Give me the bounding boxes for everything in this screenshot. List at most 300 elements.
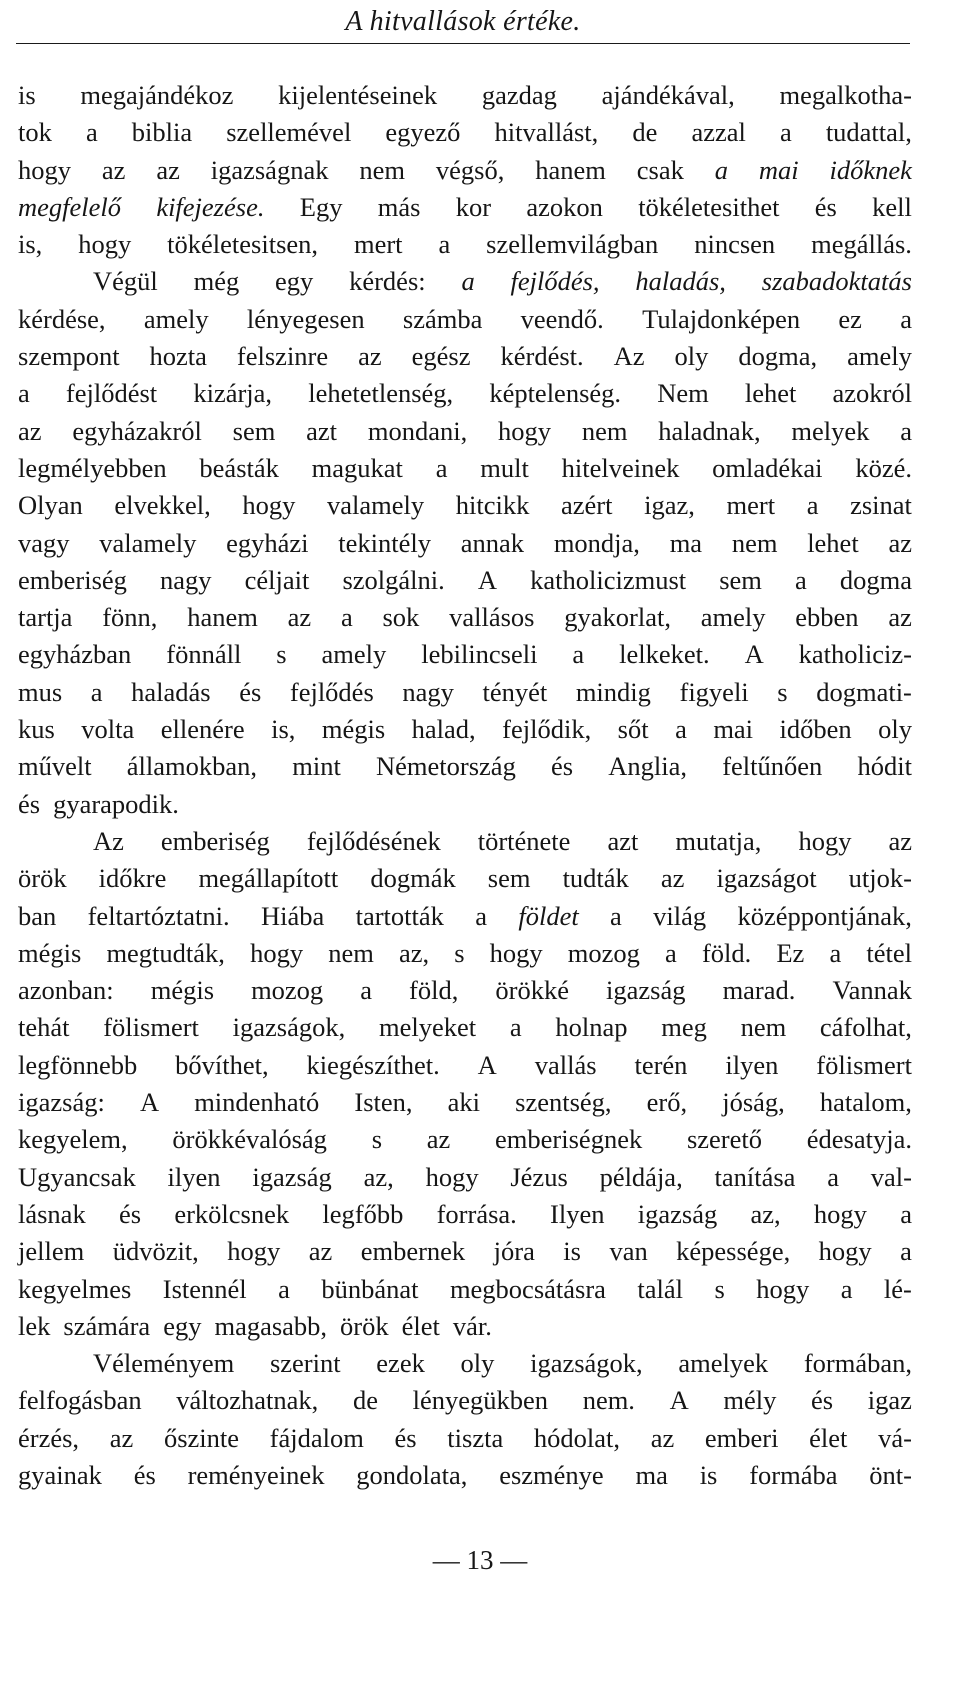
word: hogy [242, 490, 296, 521]
word: melyeket [378, 1012, 477, 1043]
word: és [551, 751, 574, 782]
word: szabadoktatás [761, 266, 912, 297]
text-line [18, 1121, 912, 1158]
word: A [744, 639, 764, 670]
word: hitelveinek [561, 452, 680, 483]
word: ilyen [167, 1161, 221, 1192]
word: mindig [575, 676, 651, 707]
word: gyainak [18, 1459, 102, 1490]
word: kus [18, 714, 55, 745]
word: oly [878, 714, 912, 745]
word: igazságnak [210, 154, 329, 185]
word: ajándékával, [601, 80, 735, 110]
word: ma [635, 1459, 668, 1490]
text-line [18, 114, 912, 151]
word: melyek [791, 415, 870, 446]
word: sem [487, 863, 531, 894]
word: fölismert [816, 1049, 912, 1080]
word: mégis [321, 714, 386, 745]
word: gyarapodik. [53, 788, 179, 819]
word: a [900, 303, 912, 334]
word: lásnak [18, 1198, 86, 1229]
word: tehát [18, 1012, 70, 1043]
word: omladékai [712, 452, 823, 483]
word: azt [607, 825, 639, 856]
word: más [377, 191, 421, 222]
text-line [18, 1457, 912, 1494]
word: kegyelem, [18, 1124, 128, 1155]
word: vá- [878, 1422, 912, 1453]
word: haladás, [635, 266, 726, 297]
word: világ [653, 900, 707, 931]
word: időben [779, 714, 852, 745]
word: mégis [150, 975, 215, 1006]
word: bünbánat [321, 1273, 419, 1304]
text-line [18, 77, 912, 114]
word: oly [674, 341, 709, 372]
word: Ugyancsak [18, 1161, 136, 1192]
word: volta [81, 714, 135, 745]
text-line [18, 898, 912, 935]
word: mindenható [194, 1087, 320, 1118]
word: hanem [187, 602, 258, 633]
word: emberi [704, 1422, 779, 1453]
word: fejlődésének [306, 825, 441, 856]
word: felfogásban [18, 1385, 142, 1416]
text-line [18, 1196, 912, 1233]
word: vallás [534, 1049, 597, 1080]
word: forrása. [436, 1198, 517, 1229]
text-line [18, 786, 912, 823]
word: hitvallást, [494, 117, 599, 148]
word: kérdése, [18, 303, 106, 334]
text-line [18, 1047, 912, 1084]
word: a [665, 937, 677, 968]
word: a [675, 714, 687, 745]
word: megfelelő [18, 191, 122, 222]
word: dogma, [738, 341, 818, 372]
word: számára [63, 1310, 151, 1341]
text-line [18, 1159, 912, 1196]
word: és [239, 676, 262, 707]
word: Véleményem [93, 1348, 235, 1379]
word: hogy [227, 1236, 281, 1267]
word: kiegészíthet. [306, 1049, 440, 1080]
text-line [18, 1382, 912, 1419]
word: örökkévalóság [172, 1124, 327, 1155]
word: feltartóztatni. [87, 900, 230, 931]
word: a [90, 676, 103, 707]
word: mert [353, 229, 403, 260]
word: hogy [498, 415, 552, 446]
word: reményeinek [187, 1459, 325, 1490]
text-line [18, 599, 912, 636]
word: és [18, 788, 41, 819]
word: feltűnően [722, 751, 823, 782]
word: marad. [722, 975, 796, 1006]
word: szentség, [515, 1087, 612, 1118]
word: nem [581, 415, 628, 446]
word: a [900, 1236, 912, 1267]
word: lé- [883, 1273, 912, 1304]
word: kifejezése. [156, 191, 265, 222]
word: valamely [327, 490, 425, 521]
word: az [660, 863, 685, 894]
word: még [193, 266, 240, 297]
word: haladás [131, 676, 211, 707]
word: gyakorlat, [564, 602, 671, 633]
word: terén [634, 1049, 688, 1080]
word: azzal [691, 117, 746, 148]
word: mint [292, 751, 341, 782]
word: örök [18, 863, 67, 894]
word: vár. [452, 1310, 492, 1341]
word: is [563, 1236, 581, 1267]
word: legfönnebb [18, 1049, 138, 1080]
word: kizárja, [193, 378, 273, 409]
word: sőt [617, 714, 649, 745]
word: képtelenség. [489, 378, 622, 409]
word: egy [275, 266, 314, 297]
word: a [827, 1161, 839, 1192]
word: az [287, 602, 312, 633]
word: fejlődés [289, 676, 374, 707]
word: szolgálni. [342, 564, 445, 595]
word: és [133, 1459, 156, 1490]
text-line [18, 487, 912, 524]
word: amelyek [678, 1348, 769, 1379]
word: Olyan [18, 490, 83, 521]
word: története [477, 825, 571, 856]
text-line [18, 1084, 912, 1121]
word: lek [18, 1310, 51, 1341]
text-line [18, 338, 912, 375]
word: tétel [866, 937, 912, 968]
word: az [426, 1124, 451, 1155]
word: mégis [18, 937, 82, 968]
word: Végül [93, 266, 158, 297]
word: A [669, 1385, 689, 1416]
word: hogy [78, 229, 132, 260]
word: megállás. [811, 229, 912, 260]
word: mai [713, 714, 754, 745]
word: mozog [251, 975, 324, 1006]
text-line [18, 263, 912, 300]
word: elvekkel, [114, 490, 211, 521]
word: de [632, 117, 658, 148]
word: azért [561, 490, 613, 521]
word: de [352, 1385, 378, 1416]
word: is, [18, 229, 43, 260]
word: az [650, 1422, 675, 1453]
word: a [475, 900, 487, 931]
word: és [814, 191, 837, 222]
word: az [156, 154, 180, 185]
text-line [18, 1271, 912, 1308]
word: szerető [686, 1124, 763, 1155]
word: a [714, 154, 728, 185]
word: az, [363, 1161, 394, 1192]
word: van [609, 1236, 648, 1267]
word: amely [321, 639, 387, 670]
text-line [18, 152, 912, 189]
word: hitcikk [455, 490, 530, 521]
word: tényét [482, 676, 548, 707]
word: vallásos [449, 602, 535, 633]
word: ma [669, 527, 703, 558]
word: meg [661, 1012, 707, 1043]
text-line [18, 674, 912, 711]
word: Jézus [510, 1161, 568, 1192]
page-body-text [18, 77, 912, 1494]
word: kijelentéseinek [278, 80, 438, 110]
word: ez [838, 303, 862, 334]
page-number: — 13 — [432, 1545, 528, 1575]
word: céljait [244, 564, 310, 595]
word: igaz, [644, 490, 695, 521]
text-line [18, 301, 912, 338]
word: sok [382, 602, 420, 633]
word: Ez [776, 937, 805, 968]
word: gondolata, [356, 1459, 468, 1490]
word: igazságok, [232, 1012, 346, 1043]
word: igaz [867, 1385, 912, 1416]
word: azonban: [18, 975, 114, 1006]
word: erkölcsnek [174, 1198, 290, 1229]
word: az [888, 527, 912, 558]
word: igazságok, [530, 1348, 643, 1379]
word: A [477, 1049, 497, 1080]
word: megállapított [198, 863, 339, 894]
word: számba [402, 303, 483, 334]
word: val- [870, 1161, 912, 1192]
word: nagy [402, 676, 454, 707]
word: s [714, 1273, 725, 1304]
word: csak [636, 154, 684, 185]
word: mus [18, 676, 63, 707]
word: az [888, 602, 912, 633]
word: s [777, 676, 788, 707]
word: egyező [385, 117, 461, 148]
word: szellemével [226, 117, 352, 148]
word: embernek [360, 1236, 466, 1267]
word: a [461, 266, 475, 297]
word: legfőbb [322, 1198, 404, 1229]
word: igazság: [18, 1087, 105, 1118]
word: kérdés: [349, 266, 426, 297]
word: formában, [803, 1348, 912, 1379]
word: mult [480, 452, 529, 483]
word: egyházi [226, 527, 309, 558]
word: a [360, 975, 372, 1006]
word: a [18, 378, 30, 409]
text-line [18, 860, 912, 897]
text-line [18, 935, 912, 972]
text-line [18, 972, 912, 1009]
text-line [18, 711, 912, 748]
word: fájdalom [269, 1422, 364, 1453]
word: példája, [599, 1161, 683, 1192]
word: igazságot [716, 863, 817, 894]
text-line [18, 1308, 912, 1345]
word: megbocsátásra [449, 1273, 606, 1304]
word: cáfolhat, [819, 1012, 912, 1043]
word: az [101, 154, 126, 185]
word: megtudták, [106, 937, 225, 968]
word: az [109, 1422, 134, 1453]
word: tanítása [714, 1161, 796, 1192]
word: a [340, 602, 353, 633]
word: eszménye [499, 1459, 604, 1490]
word: s [371, 1124, 383, 1155]
word: Az [613, 341, 645, 372]
word: Egy [299, 191, 343, 222]
word: egy [163, 1310, 202, 1341]
word: annak [460, 527, 525, 558]
word: tökéletesitsen, [167, 229, 319, 260]
word: Nem [657, 378, 709, 409]
word: amely [847, 341, 912, 372]
word: hanem [535, 154, 606, 185]
word: hogy [250, 937, 304, 968]
word: tiszta [447, 1422, 504, 1453]
word: zsinat [850, 490, 912, 521]
word: a [900, 415, 912, 446]
word: igazság [252, 1161, 332, 1192]
word: lényegükben [412, 1385, 549, 1416]
word: az, [750, 1198, 781, 1229]
word: figyeli [679, 676, 749, 707]
word: erő, [646, 1087, 688, 1118]
word: haladnak, [658, 415, 761, 446]
word: őszinte [163, 1422, 239, 1453]
text-line [18, 823, 912, 860]
word: tok [18, 117, 52, 148]
word: Az [93, 825, 124, 856]
text-line [18, 226, 912, 263]
word: dogmák [370, 863, 456, 894]
word: megajándékoz [80, 80, 234, 110]
word: igazság [606, 975, 686, 1006]
word: Istennél [162, 1273, 247, 1304]
word: ezek [376, 1348, 425, 1379]
word: veendő. [520, 303, 604, 334]
word: lehet [807, 527, 859, 558]
header-rule [16, 43, 910, 44]
word: földet [518, 900, 579, 931]
word: nem [740, 1012, 787, 1043]
word: az [358, 341, 382, 372]
word: Tulajdonképen [642, 303, 801, 334]
word: hogy [489, 937, 543, 968]
word: örök [340, 1310, 389, 1341]
word: s [276, 639, 287, 670]
word: amely [143, 303, 209, 334]
word: jóra [493, 1236, 535, 1267]
word: biblia [131, 117, 193, 148]
word: végső, [435, 154, 505, 185]
word: talál [637, 1273, 684, 1304]
word: utjok- [848, 863, 912, 894]
word: időkre [98, 863, 167, 894]
word: az [18, 415, 42, 446]
word: egyházban [18, 639, 132, 670]
word: gazdag [481, 80, 557, 110]
text-line [18, 375, 912, 412]
word: tökéletesithet [638, 191, 780, 222]
word: ebben [795, 602, 859, 633]
word: emberiség [18, 564, 127, 595]
word: nem [731, 527, 778, 558]
word: sem [232, 415, 276, 446]
word: lelkeket. [619, 639, 710, 670]
word: a [572, 639, 585, 670]
word: egész [411, 341, 471, 372]
word: édesatyja. [806, 1124, 912, 1155]
word: vagy [18, 527, 70, 558]
word: a [438, 229, 451, 260]
word: fejlődés, [510, 266, 600, 297]
word: A [139, 1087, 160, 1118]
word: hogy [18, 154, 71, 185]
word: emberiségnek [495, 1124, 643, 1155]
word: mondani, [367, 415, 468, 446]
text-line [18, 1009, 912, 1046]
word: azokról [832, 378, 912, 409]
word: megalkotha- [779, 80, 912, 110]
word: és [394, 1422, 417, 1453]
word: magukat [311, 452, 403, 483]
word: aki [447, 1087, 481, 1118]
word: államokban, [126, 751, 258, 782]
word: Hiába [260, 900, 325, 931]
word: nagy [160, 564, 212, 595]
word: halad, [411, 714, 476, 745]
word: a [795, 564, 807, 595]
word: is [699, 1459, 718, 1490]
word: a [900, 1198, 912, 1229]
word: magasabb, [214, 1310, 328, 1341]
word: dogmati- [816, 676, 912, 707]
word: ellenére [160, 714, 245, 745]
word: a [278, 1273, 290, 1304]
word: lebilincseli [421, 639, 538, 670]
word: nem [359, 154, 405, 185]
word: hozta [149, 341, 207, 372]
word: a [829, 937, 842, 968]
word: változhatnak, [176, 1385, 319, 1416]
word: a [779, 117, 792, 148]
word: hódit [857, 751, 912, 782]
word: mai [758, 154, 799, 185]
text-line [18, 748, 912, 785]
word: lényegesen [246, 303, 365, 334]
word: kérdést. [500, 341, 584, 372]
word: hogy [756, 1273, 810, 1304]
word: szellemvilágban [486, 229, 659, 260]
word: fölismert [103, 1012, 199, 1043]
word: is, [271, 714, 296, 745]
text-line [18, 525, 912, 562]
word: Anglia, [608, 751, 688, 782]
word: sem [719, 564, 762, 595]
word: föld, [409, 975, 459, 1006]
word: s [454, 937, 465, 968]
word: mély [723, 1385, 777, 1416]
word: a [509, 1012, 522, 1043]
word: tartja [18, 602, 73, 633]
word: Ilyen [550, 1198, 605, 1229]
